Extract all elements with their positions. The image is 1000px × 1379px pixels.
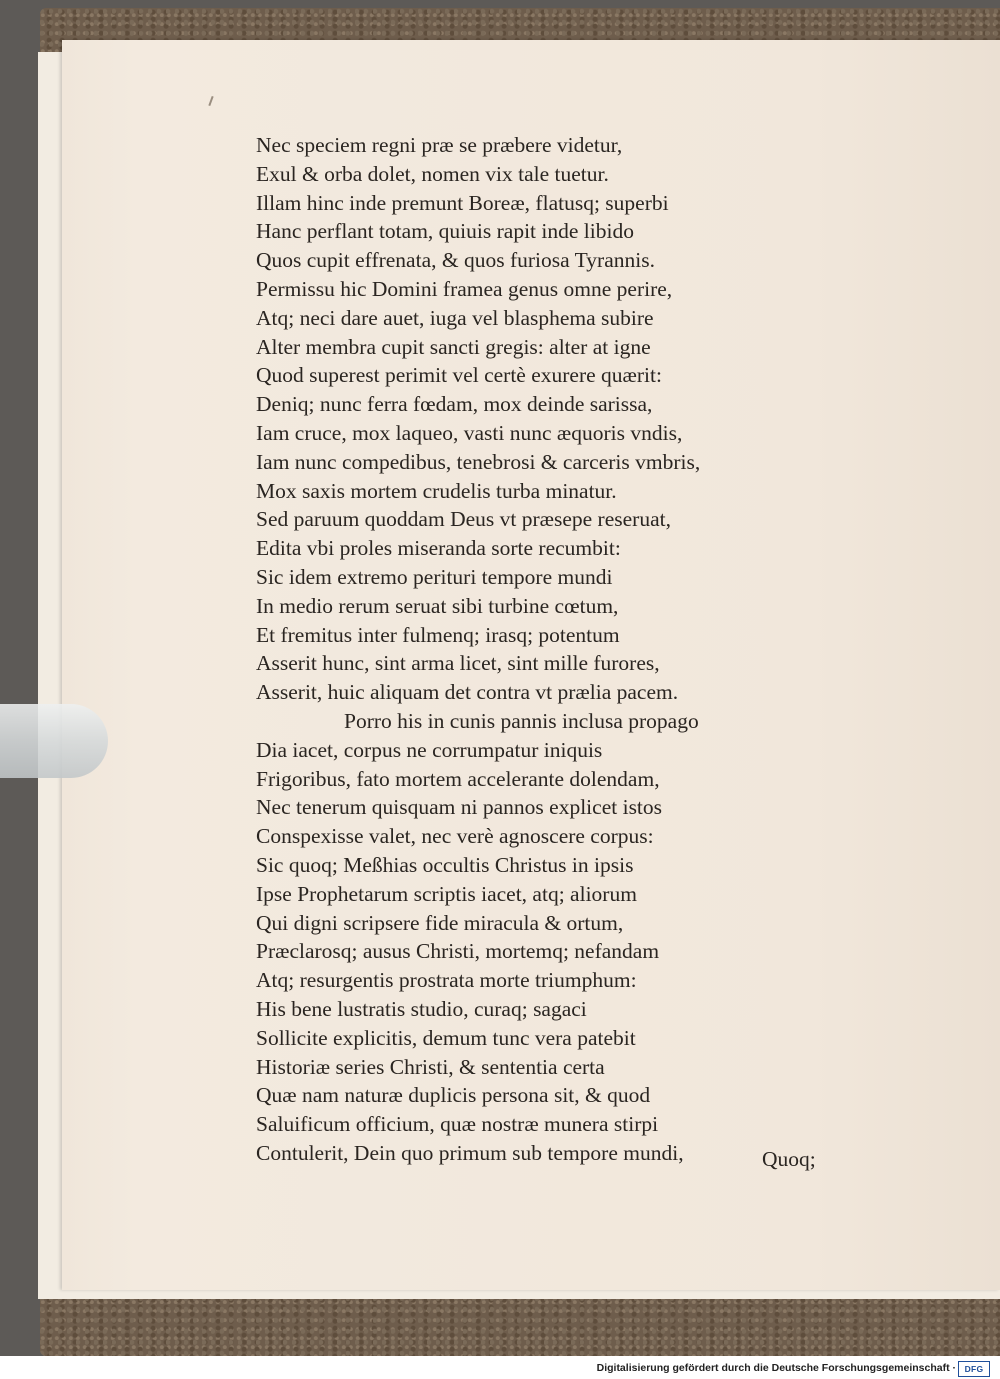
verse-line: Atq; neci dare auet, iuga vel blasphema subire — [256, 305, 654, 330]
dfg-logo-icon[interactable]: DFG — [958, 1361, 990, 1377]
funding-credit: Digitalisierung gefördert durch die Deutsche Forschungsgemeinschaft · — [596, 1362, 956, 1374]
page-clip-tab — [0, 704, 108, 778]
verse-line: Dia iacet, corpus ne corrumpatur iniquis — [256, 737, 603, 762]
verse-line: Præclarosq; ausus Christi, mortemq; nefandam — [256, 939, 660, 964]
verse-line: Mox saxis mortem crudelis turba minatur. — [256, 478, 617, 503]
verse-line: Nec tenerum quisquam ni pannos explicet istos — [256, 795, 663, 820]
verse-line: Hanc perflant totam, quiuis rapit inde libido — [256, 219, 634, 244]
verse-line: Iam cruce, mox laqueo, vasti nunc æquoris vndis, — [256, 420, 683, 445]
verse-line: Saluificum officium, quæ nostræ munera stirpi — [256, 1112, 659, 1137]
verse-line: Ipse Prophetarum scriptis iacet, atq; aliorum — [256, 881, 637, 906]
verse-text-block — [256, 131, 816, 1168]
verse-line: His bene lustratis studio, curaq; sagaci — [256, 996, 587, 1021]
verse-line: Atq; resurgentis prostrata morte triumphum: — [256, 968, 637, 993]
verse-line: Alter membra cupit sancti gregis: alter at igne — [256, 334, 651, 359]
verse-line: Illam hinc inde premunt Boreæ, flatusq; superbi — [256, 190, 669, 215]
verse-line: Asserit hunc, sint arma licet, sint mille furores, — [256, 651, 660, 676]
verse-line: Frigoribus, fato mortem accelerante dolendam, — [256, 766, 660, 791]
verse-line: Sed paruum quoddam Deus vt præsepe reseruat, — [256, 507, 671, 532]
verse-line: Porro his in cunis pannis inclusa propago — [344, 708, 699, 733]
verse-line: Exul & orba dolet, nomen vix tale tuetur. — [256, 161, 609, 186]
verse-line: Conspexisse valet, nec verè agnoscere corpus: — [256, 824, 654, 849]
verse-line: Qui digni scripsere fide miracula & ortum, — [256, 910, 624, 935]
footer-bar — [0, 1358, 1000, 1379]
verse-line: Edita vbi proles miseranda sorte recumbit: — [256, 536, 621, 561]
verse-line: Iam nunc compedibus, tenebrosi & carceris vmbris, — [256, 449, 701, 474]
verse-line: Permissu hic Domini framea genus omne perire, — [256, 276, 673, 301]
verse-line: Sic idem extremo perituri tempore mundi — [256, 564, 613, 589]
verse-line: Historiæ series Christi, & sententia certa — [256, 1054, 605, 1079]
catchword: Quoq; — [762, 1147, 816, 1171]
verse-line: Quod superest perimit vel certè exurere quærit: — [256, 363, 662, 388]
verse-line: Asserit, huic aliquam det contra vt prælia pacem. — [256, 680, 679, 705]
verse-line: Deniq; nunc ferra fœdam, mox deinde sarissa, — [256, 392, 653, 417]
verse-line: Nec speciem regni præ se præbere videtur, — [256, 133, 623, 157]
verse-line: Et fremitus inter fulmenq; irasq; potentum — [256, 622, 620, 647]
verse-line: Quæ nam naturæ duplicis persona sit, & quod — [256, 1083, 651, 1108]
verse-line: Quos cupit effrenata, & quos furiosa Tyrannis. — [256, 248, 655, 273]
verse-line: In medio rerum seruat sibi turbine cœtum, — [256, 593, 619, 618]
verse-line: Contulerit, Dein quo primum sub tempore mundi, — [256, 1140, 684, 1165]
verse-line: Sic quoq; Meßhias occultis Christus in ipsis — [256, 852, 634, 877]
verse-line: Sollicite explicitis, demum tunc vera patebit — [256, 1025, 636, 1050]
